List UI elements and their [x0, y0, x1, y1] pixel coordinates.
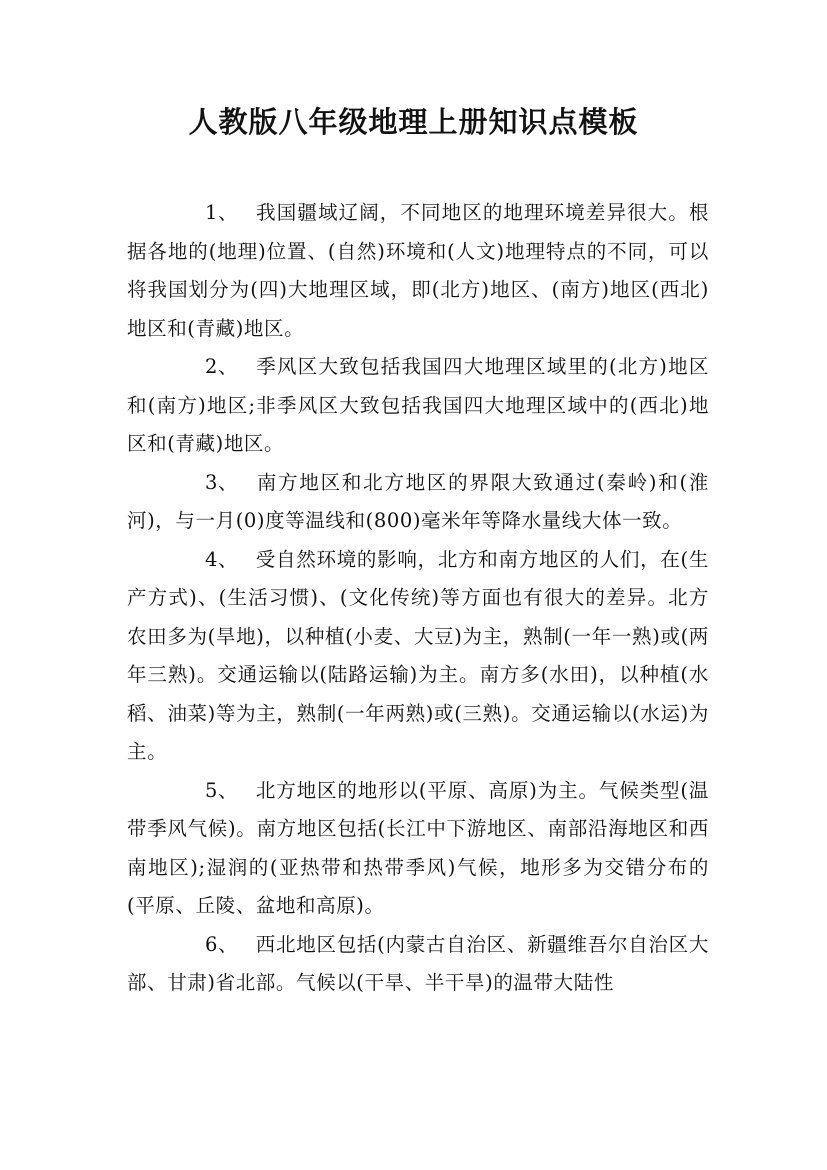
- paragraph-number: 5、: [205, 778, 239, 802]
- paragraph-number: 6、: [205, 932, 239, 956]
- paragraph-3: [127, 464, 709, 541]
- paragraph-text: 季风区大致包括我国四大地理区域里的(北方)地区和(南方)地区;非季风区大致包括我国四大地理区域中的(西北)地区和(青藏)地区。: [127, 355, 709, 455]
- document-title: 人教版八年级地理上册知识点模板: [188, 105, 639, 139]
- paragraph-4: [127, 541, 709, 772]
- paragraph-number: 3、: [205, 470, 239, 494]
- paragraph-text: 南方地区和北方地区的界限大致通过(秦岭)和(淮河)，与一月(0)度等温线和(800)毫米年等降水量线大体一致。: [127, 470, 709, 532]
- paragraph-number: 2、: [205, 355, 239, 378]
- paragraph-text: 我国疆域辽阔，不同地区的地理环境差异很大。根据各地的(地理)位置、(自然)环境和(人文)地理特点的不同，可以将我国划分为(四)大地理区域，即(北方)地区、(南方)地区(西北)地区和(青藏)地区。: [127, 201, 709, 340]
- paragraph-text: 北方地区的地形以(平原、高原)为主。气候类型(温带季风气候)。南方地区包括(长江中下游地区、南部沿海地区和西南地区);湿润的(亚热带和热带季风)气候，地形多为交错分布的(平原、丘陵、盆地和高原)。: [127, 778, 709, 917]
- paragraph-number: 4、: [205, 547, 239, 571]
- paragraph-2: [127, 348, 709, 464]
- paragraph-number: 1、: [205, 201, 239, 224]
- paragraph-6: [127, 926, 709, 1003]
- paragraph-text: 受自然环境的影响，北方和南方地区的人们，在(生产方式)、(生活习惯)、(文化传统)等方面也有很大的差异。北方农田多为(旱地)，以种植(小麦、大豆)为主，熟制(一年一熟)或(两年三熟)。交通运输以(陆路运输)为主。南方多(水田)，以种植(水稻、油菜)等为主，熟制(一年两熟)或(三熟)。交通运输以(水运)为主。: [127, 547, 709, 763]
- paragraph-1: [127, 194, 709, 348]
- paragraph-5: [127, 772, 709, 926]
- paragraph-text: 西北地区包括(内蒙古自治区、新疆维吾尔自治区大部、甘肃)省北部。气候以(干旱、半干旱)的温带大陆性: [127, 932, 709, 994]
- document-body: [127, 194, 709, 1003]
